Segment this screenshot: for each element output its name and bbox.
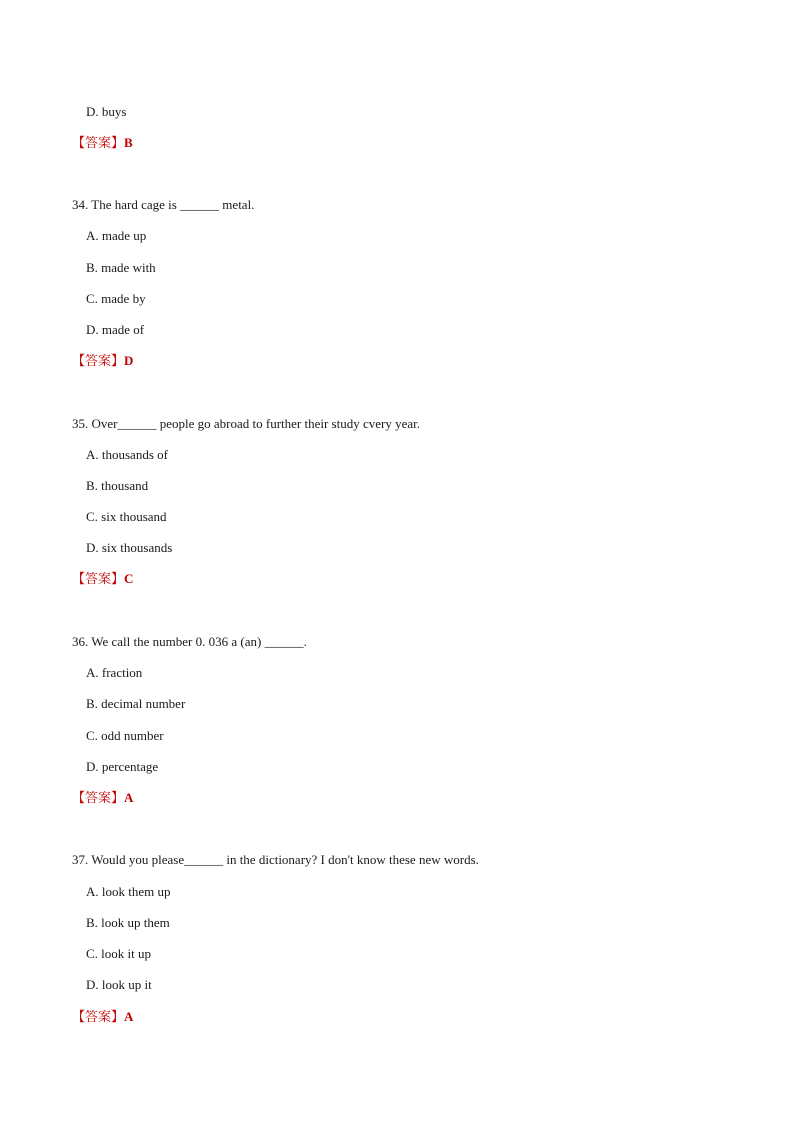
option-d: D. six thousands — [86, 540, 173, 555]
option-d: D. percentage — [86, 759, 159, 774]
answer-value: C — [124, 571, 134, 586]
answer-value: A — [124, 790, 134, 805]
question-stem: 37. Would you please______ in the dictionary? I don't know these new words. — [72, 852, 479, 867]
option-c: C. look it up — [86, 946, 152, 961]
answer-value: A — [124, 1009, 134, 1024]
option-d: D. made of — [86, 322, 145, 337]
option-d: D. look up it — [86, 977, 152, 992]
answer-line — [72, 790, 133, 807]
answer-line — [72, 353, 133, 370]
question-stem: 34. The hard cage is ______ metal. — [72, 197, 255, 212]
option-a: A. fraction — [86, 665, 143, 680]
option-a: A. thousands of — [86, 447, 168, 462]
answer-line — [72, 135, 133, 152]
option-b: B. made with — [86, 260, 156, 275]
answer-label: 【答案】 — [72, 1010, 125, 1025]
answer-line — [72, 1009, 133, 1026]
option-b: B. decimal number — [86, 696, 186, 711]
option-a: A. look them up — [86, 884, 171, 899]
answer-label: 【答案】 — [72, 354, 125, 369]
option-c: C. made by — [86, 291, 146, 306]
answer-label: 【答案】 — [72, 572, 125, 587]
answer-value: D — [124, 353, 134, 368]
answer-label: 【答案】 — [72, 136, 125, 151]
option-b: B. look up them — [86, 915, 170, 930]
option-a: A. made up — [86, 228, 147, 243]
option-c: C. odd number — [86, 728, 164, 743]
option-b: B. thousand — [86, 478, 149, 493]
answer-value: B — [124, 135, 133, 150]
option-d: D. buys — [86, 104, 127, 119]
question-stem: 36. We call the number 0. 036 a (an) ______. — [72, 634, 307, 649]
question-stem: 35. Over______ people go abroad to further their study cvery year. — [72, 416, 421, 431]
option-c: C. six thousand — [86, 509, 167, 524]
answer-line — [72, 571, 133, 588]
answer-label: 【答案】 — [72, 791, 125, 806]
